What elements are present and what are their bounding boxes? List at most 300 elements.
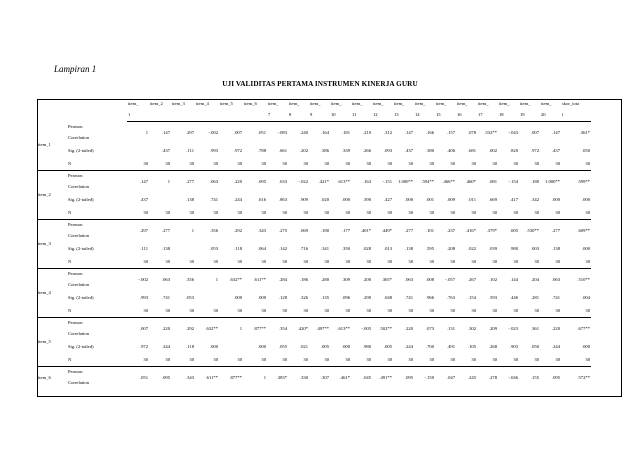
n-value: 30 [513,209,518,215]
stat-label-line: Pearson [68,173,83,179]
n-value: 30 [408,356,413,362]
pearson-value: .502** [372,318,393,341]
sig-value: .111 [140,245,148,251]
stat-label: Sig. (2-tailed) [68,294,94,300]
table-row [37,193,591,207]
column-header-suffix: 20 [540,110,561,122]
pearson-value: .420* [288,318,309,341]
sig-value: .268 [488,343,497,349]
sig-value: .788 [257,147,266,153]
pearson-value: .005 [498,220,519,243]
sig-value [195,291,219,305]
pearson-value: -.046 [498,367,519,390]
sig-value: .741 [404,294,413,300]
stat-label-line: Pearson [68,222,83,228]
pearson-value: .284 [267,269,288,292]
header-blank [67,110,127,122]
sig-value: .966 [425,294,434,300]
n-value: 30 [387,258,392,264]
pearson-value: 1 [171,220,195,243]
pearson-value: .245 [456,367,477,390]
header-row-2 [37,110,591,122]
pearson-value: .343 [243,220,267,243]
n-value: 30 [450,307,455,313]
sig-value: .000 [551,196,560,202]
n-value: 30 [165,307,170,313]
sig-value: .909 [299,196,308,202]
column-header: item_ [394,101,405,107]
sig-value: .005 [383,343,392,349]
n-value: 30 [471,160,476,166]
n-value: 30 [555,160,560,166]
column-header: item_ [352,101,363,107]
row-label: item_2 [37,171,67,220]
n-value: 30 [345,209,350,215]
pearson-value: .078 [467,129,476,135]
stat-label [67,220,127,243]
pearson-value: .095 [393,367,414,390]
n-value: 30 [237,209,242,215]
pearson-value: .033 [267,171,288,194]
sig-value: .339 [341,147,350,153]
table-row [37,340,591,354]
n-value: 30 [366,307,371,313]
pearson-value: .302 [456,318,477,341]
pearson-value: .047 [435,367,456,390]
sig-value: .138 [161,245,170,251]
n-value: 30 [282,258,287,264]
sig-value: .972 [233,147,242,153]
n-value: 30 [429,307,434,313]
n-value: 30 [585,258,590,264]
n-value: 30 [366,209,371,215]
pearson-value: .599** [561,171,591,194]
header-blank [37,110,67,122]
pearson-value: .572** [561,367,591,390]
n-value: 30 [513,160,518,166]
n-value: 30 [324,307,329,313]
sig-value: .972 [139,343,148,349]
pearson-value: .275 [267,220,288,243]
sig-value: .427 [383,196,392,202]
table-row [37,305,591,318]
sig-value: .000 [581,196,590,202]
sig-value: .050 [530,343,539,349]
n-value: 30 [471,356,476,362]
n-value: 30 [408,258,413,264]
column-header-suffix [195,110,219,122]
sig-value: .004 [581,294,590,300]
n-value: 30 [324,258,329,264]
sig-value: .342 [530,196,539,202]
pearson-value: 1 [149,171,171,194]
column-header-suffix [149,110,171,122]
pearson-value: .530** [519,220,540,243]
sig-value: .406 [446,147,455,153]
stat-label: Sig. (2-tailed) [68,147,94,153]
sig-value: .000 [257,343,266,349]
n-value: 30 [555,307,560,313]
n-value: 30 [429,160,434,166]
sig-value: .053 [209,245,218,251]
n-value: 30 [282,307,287,313]
row-label: item_6 [37,367,67,390]
pearson-value: -.022 [288,171,309,194]
sig-value: .048 [383,294,392,300]
n-value: 30 [345,307,350,313]
n-value: 30 [555,209,560,215]
pearson-value: .330 [288,367,309,390]
sig-value: .681 [467,147,476,153]
n-value: 30 [189,209,194,215]
pearson-value: .354 [267,318,288,341]
pearson-value: -.151 [372,171,393,194]
n-value: 30 [492,258,497,264]
n-value: 30 [555,356,560,362]
pearson-value: .312 [383,129,392,135]
stat-label-line: Correlation [68,282,89,287]
pearson-value: .209 [477,318,498,341]
stat-label: N [68,160,72,166]
sig-value: .000 [404,196,413,202]
column-header: item_5 [220,101,233,107]
column-header-suffix: 15 [435,110,456,122]
n-value: 30 [303,258,308,264]
pearson-value: .278 [477,367,498,390]
sig-value: .980 [509,245,518,251]
column-header: item_2 [150,101,163,107]
n-value: 30 [534,209,539,215]
sig-value: .093 [383,147,392,153]
n-value: 30 [345,356,350,362]
header-row-1 [37,99,591,110]
n-value: 30 [165,258,170,264]
table-row [37,354,591,367]
pearson-value: .277 [171,171,195,194]
pearson-value: .365* [372,269,393,292]
sig-value: .021 [299,343,308,349]
sig-value: .326 [299,294,308,300]
pearson-value: .220 [393,318,414,341]
pearson-value: .307 [309,367,330,390]
pearson-value: -.083 [277,129,287,135]
sig-value: .138 [404,245,413,251]
pearson-value: .147 [161,129,170,135]
pearson-value: .611** [243,269,267,292]
sig-value: .903 [509,343,518,349]
pearson-value: .163 [351,171,372,194]
column-header: item_ [310,101,321,107]
column-header-suffix [219,110,243,122]
pearson-value: .063 [195,171,219,194]
pearson-value: .144 [498,269,519,292]
pearson-value: .131 [435,318,456,341]
sig-value: .616 [257,196,266,202]
sig-value: .350 [341,245,350,251]
sig-value: .437 [404,147,413,153]
pearson-value: .240 [299,129,308,135]
n-value: 30 [324,209,329,215]
table-row [37,242,591,256]
pearson-value: .095 [540,367,561,390]
pearson-value: .155 [519,367,540,390]
n-value: 30 [143,209,148,215]
table-row [37,122,591,145]
stat-label [67,171,127,194]
sig-value: .039 [488,245,497,251]
pearson-value: .297 [127,220,149,243]
sig-value: .000 [209,343,218,349]
pearson-value: .292 [219,220,243,243]
n-value: 30 [408,307,413,313]
column-header-suffix: 1 [127,110,149,122]
pearson-value: .609** [561,220,591,243]
pearson-value: .280 [309,269,330,292]
stat-label: Sig. (2-tailed) [68,245,94,251]
sig-value: .009 [446,196,455,202]
pearson-value: .051 [127,367,149,390]
column-header: item_6 [244,101,257,107]
sig-value: .741 [551,294,560,300]
table-row [37,158,591,171]
stat-label: Sig. (2-tailed) [68,343,94,349]
pearson-value: .008 [414,269,435,292]
n-value: 30 [387,307,392,313]
table-row [37,367,591,390]
n-value: 30 [534,258,539,264]
stat-label [67,122,127,145]
sig-value: .244 [233,196,242,202]
sig-value [149,193,171,207]
table-row [37,256,591,269]
pearson-value: .180 [519,171,540,194]
n-value: 30 [429,258,434,264]
pearson-value: .356 [195,220,219,243]
pearson-value: .063 [540,269,561,292]
n-value: 30 [303,307,308,313]
row-label: item_5 [37,318,67,367]
sig-value [171,242,195,256]
pearson-value: .416* [456,220,477,243]
column-header-suffix: 18 [498,110,519,122]
pearson-value: .220 [540,318,561,341]
sig-value: .437 [551,147,560,153]
sig-value: .000 [581,245,590,251]
stat-label-line: Correlation [68,331,89,336]
n-value: 30 [492,209,497,215]
sig-value: .013 [383,245,392,251]
pearson-value: .383* [267,367,288,390]
sig-value: .135 [320,294,329,300]
pearson-value: .200 [351,269,372,292]
stat-label: N [68,307,72,313]
column-header: item_4 [196,101,209,107]
sig-value: .661 [278,147,287,153]
row-label: item_4 [37,269,67,318]
n-value: 30 [303,209,308,215]
sig-value: .020 [320,196,329,202]
pearson-value: .297 [185,129,194,135]
column-header-suffix: 9 [309,110,330,122]
column-header: item_ [331,101,342,107]
n-value: 30 [471,307,476,313]
pearson-value: .204 [519,269,540,292]
n-value: 30 [282,356,287,362]
pearson-value: .164 [320,129,329,135]
n-value: 30 [213,160,218,166]
pearson-value: .594** [414,171,435,194]
pearson-value: .147 [551,129,560,135]
n-value: 30 [261,307,266,313]
pearson-value: -.005 [351,318,372,341]
sig-value: .000 [341,196,350,202]
pearson-value: .613** [330,171,351,194]
n-value: 30 [143,258,148,264]
n-value: 30 [492,356,497,362]
column-header: item_ [415,101,426,107]
sig-value: .820 [509,147,518,153]
sig-value [219,340,243,354]
pearson-value: .277 [540,220,561,243]
pearson-value: .147 [127,171,149,194]
table-row [37,171,591,194]
sig-value: .000 [581,343,590,349]
pearson-value: .460* [456,171,477,194]
sig-value: .993 [139,294,148,300]
sig-value: .863 [278,196,287,202]
sig-value: .437 [161,147,170,153]
n-value: 30 [450,356,455,362]
row-label: item_3 [37,220,67,269]
sig-value: .341 [320,245,329,251]
sig-value: .105 [467,343,476,349]
pearson-value: .632** [219,269,243,292]
n-value: 30 [429,356,434,362]
table-row [37,207,591,220]
sig-value: .244 [161,343,170,349]
n-value: 30 [585,160,590,166]
n-value: 30 [513,307,518,313]
pearson-value: .379* [477,220,498,243]
column-header-suffix: l [561,110,591,122]
column-header: item_ [457,101,468,107]
n-value: 30 [585,209,590,215]
stat-label [67,269,127,292]
pearson-value: -.057 [435,269,456,292]
header-blank [67,99,127,110]
n-value: 30 [189,307,194,313]
n-value: 30 [237,258,242,264]
row-label: item_1 [38,142,51,148]
sig-value: .118 [186,343,194,349]
pearson-value: .007 [127,318,149,341]
n-value: 30 [189,258,194,264]
pearson-value: .220 [149,318,171,341]
column-header: item_ [499,101,510,107]
n-value: 30 [585,356,590,362]
stat-label-line: Correlation [68,134,89,140]
pearson-value: .102 [477,269,498,292]
sig-value: .050 [581,147,590,153]
n-value: 30 [450,258,455,264]
stat-label-line: Pearson [68,369,83,375]
pearson-value: 1 [195,269,219,292]
stat-label-line: Correlation [68,184,89,189]
pearson-value: .611** [195,367,219,390]
n-value: 30 [366,160,371,166]
sig-value: .972 [530,147,539,153]
sig-value: .993 [209,147,218,153]
sig-value: .980 [362,343,371,349]
n-value: 30 [492,160,497,166]
pearson-value: .877** [219,367,243,390]
pearson-value: .180 [309,220,330,243]
sig-value: .064 [257,245,266,251]
pearson-value: .449* [372,220,393,243]
column-header: item_ [289,101,300,107]
sig-value: .053 [185,294,194,300]
pearson-value: .095 [243,171,267,194]
pearson-value: .210 [362,129,371,135]
pearson-value: 1 [145,129,148,135]
sig-value: .128 [278,294,287,300]
stat-label-line: Pearson [68,271,83,277]
sig-value: .390 [362,196,371,202]
n-value: 30 [408,160,413,166]
sig-value: .281 [530,294,539,300]
sig-value: .202 [299,147,308,153]
n-value: 30 [513,356,518,362]
n-value: 30 [261,160,266,166]
n-value: 30 [213,258,218,264]
column-header-suffix [243,110,267,122]
sig-value: .380 [425,147,434,153]
pearson-value: .237 [435,220,456,243]
sig-value: .096 [341,294,350,300]
pearson-value: .491** [372,367,393,390]
pearson-value: .361 [519,318,540,341]
sig-value: .208 [446,245,455,251]
pearson-value: .613** [330,318,351,341]
pearson-value: -.043 [508,129,518,135]
sig-value: .002 [488,147,497,153]
pearson-value: 1 [219,318,243,341]
stat-label [67,318,127,341]
pearson-value: .356 [171,269,195,292]
sig-value: .000 [257,294,266,300]
stat-label: N [68,356,72,362]
sig-value: .000 [233,294,242,300]
n-value: 30 [303,160,308,166]
sig-value [127,144,149,158]
table-row [37,269,591,292]
page-title: UJI VALIDITAS PERTAMA INSTRUMEN KINERJA GURU [222,80,418,88]
pearson-value: .095 [149,367,171,390]
n-value: 30 [387,356,392,362]
sig-value: .437 [139,196,148,202]
n-value: 30 [261,209,266,215]
pearson-value: .069 [288,220,309,243]
sig-value: .244 [404,343,413,349]
column-header-suffix: 10 [330,110,351,122]
n-value: 30 [237,160,242,166]
sig-value: .716 [299,245,308,251]
pearson-value: .073 [414,318,435,341]
sig-value: .700 [425,343,434,349]
pearson-value: .361* [579,129,590,135]
n-value: 30 [492,307,497,313]
column-header-suffix: 13 [393,110,414,122]
